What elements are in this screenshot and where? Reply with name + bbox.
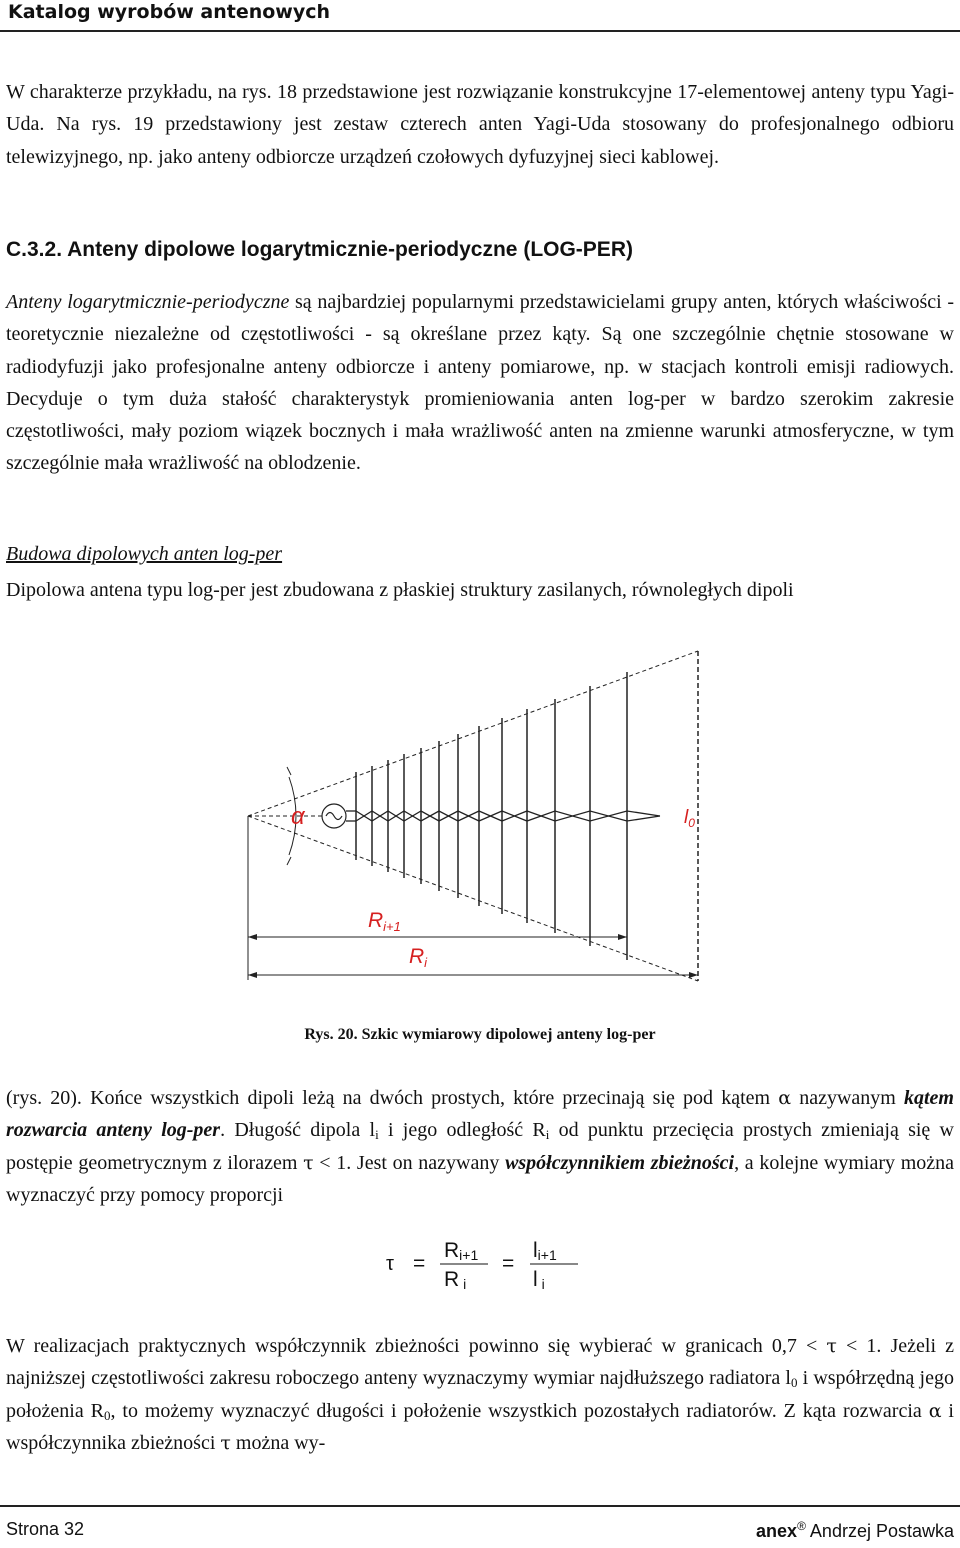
formula-eq-2: =	[502, 1252, 515, 1275]
formula-num-1: Ri+1	[444, 1239, 479, 1263]
upper-boundary-line	[248, 651, 698, 816]
section-title: C.3.2. Anteny dipolowe logarytmicznie-periodyczne (LOG-PER)	[6, 238, 633, 261]
formula-num-2: li+1	[533, 1239, 557, 1263]
l0-label: $l_0$	[684, 807, 695, 830]
paragraph-dipole-geometry: (rys. 20). Końce wszystkich dipoli leżą na dwóch prostych, które przecinają się pod kątem α nazywanym kątem rozwarcia anteny log-per. Długość dipola $l_i$ i jego odległość $R_i$ od punktu przecięcia prostych zmieniają się w postępie geometrycznym z ilorazem τ < 1. Jest on nazywany współczynnikiem zbieżności, a kolejne wymiary można wyznaczyć przy pomocy proporcji	[6, 1087, 954, 1206]
arc-tick-bottom	[287, 857, 291, 865]
antenna-diagram	[0, 625, 960, 1025]
subheading: Budowa dipolowych anten log-per	[6, 543, 283, 565]
paragraph-body: są najbardziej popularnymi przedstawicielami grupy anten, których właściwości - teoretycznie niezależne od częstotliwości - są określane przez kąty. Są one szczególnie chętnie stosowane w radiodyfuzji jako profesjonalne anteny odbiorcze i anteny pomiarowe, np. w stacjach kontroli emisji radiowych. Decyduje o tym duża stałość charakterystyk promieniowania anten log-per w bardzo szerokim zakresie częstotliwości, mały poziom wiązek bocznych i mała wrażliwość anten na zmienne warunki atmosferyczne, w tym szczególnie mała wrażliwość na oblodzenie.	[6, 291, 955, 475]
tau-symbol: τ	[303, 1151, 314, 1174]
formula-tau	[380, 1232, 600, 1292]
page-number: Strona 32	[6, 1519, 85, 1539]
arc-tick-top	[287, 767, 291, 775]
lower-boundary-line	[248, 816, 698, 981]
formula-tau-symbol: τ	[386, 1253, 394, 1275]
ri-label: Ri	[409, 945, 428, 970]
footer-brand: anex® Andrzej Postawka	[756, 1519, 954, 1541]
formula-eq-1: =	[413, 1252, 426, 1275]
ri1-label: Ri+1	[368, 909, 401, 934]
brand-logo: anex	[756, 1521, 798, 1541]
emphasis-angle: kątem rozwarcia anteny log-per	[6, 1087, 954, 1142]
formula-den-1: Ri	[444, 1268, 467, 1292]
page-header	[0, 0, 960, 32]
emphasis-coefficient: współczynnikiem zbieżności	[505, 1151, 735, 1174]
header-title: Katalog wyrobów antenowych	[8, 1, 331, 23]
paragraph-structure: Dipolowa antena typu log-per jest zbudowana z płaskiej struktury zasilanych, równoległych dipoli	[6, 579, 794, 601]
feed-line	[346, 811, 660, 821]
author-name: Andrzej Postawka	[809, 1521, 954, 1541]
figure-caption: Rys. 20. Szkic wymiarowy dipolowej anteny log-per	[304, 1026, 656, 1043]
paragraph-practical: W realizacjach praktycznych współczynnik zbieżności powinno się wybierać w granicach 0,7 < τ < 1. Jeżeli z najniższej częstotliwości zakresu roboczego anteny wyznaczymy wymiar najdłuższego radiatora $l_0$ i współrzędną jego położenia $R_0$, to możemy wyznaczyć długości i położenie wszystkich pozostałych radiatorów. Z kąta rozwarcia α i współczynnika zbieżności τ można wy-	[6, 1335, 954, 1454]
page-footer	[0, 1505, 960, 1547]
formula-den-2: li	[533, 1268, 545, 1292]
intro-paragraph: W charakterze przykładu, na rys. 18 przedstawione jest rozwiązanie konstrukcyjne 17-elementowej anteny typu Yagi-Uda. Na rys. 19 przedstawiony jest zestaw czterech anten Yagi-Uda stosowany do profesjonalnego odbioru telewizyjnego, np. jako anteny odbiorcze urządzeń czołowych dyfuzyjnej sieci kablowej.	[6, 81, 954, 168]
alpha-symbol: α	[778, 1087, 792, 1109]
paragraph-logper-intro	[6, 286, 954, 480]
paragraph-lead: Anteny logarytmicznie-periodyczne	[6, 291, 290, 313]
alpha-label: α	[291, 803, 305, 830]
